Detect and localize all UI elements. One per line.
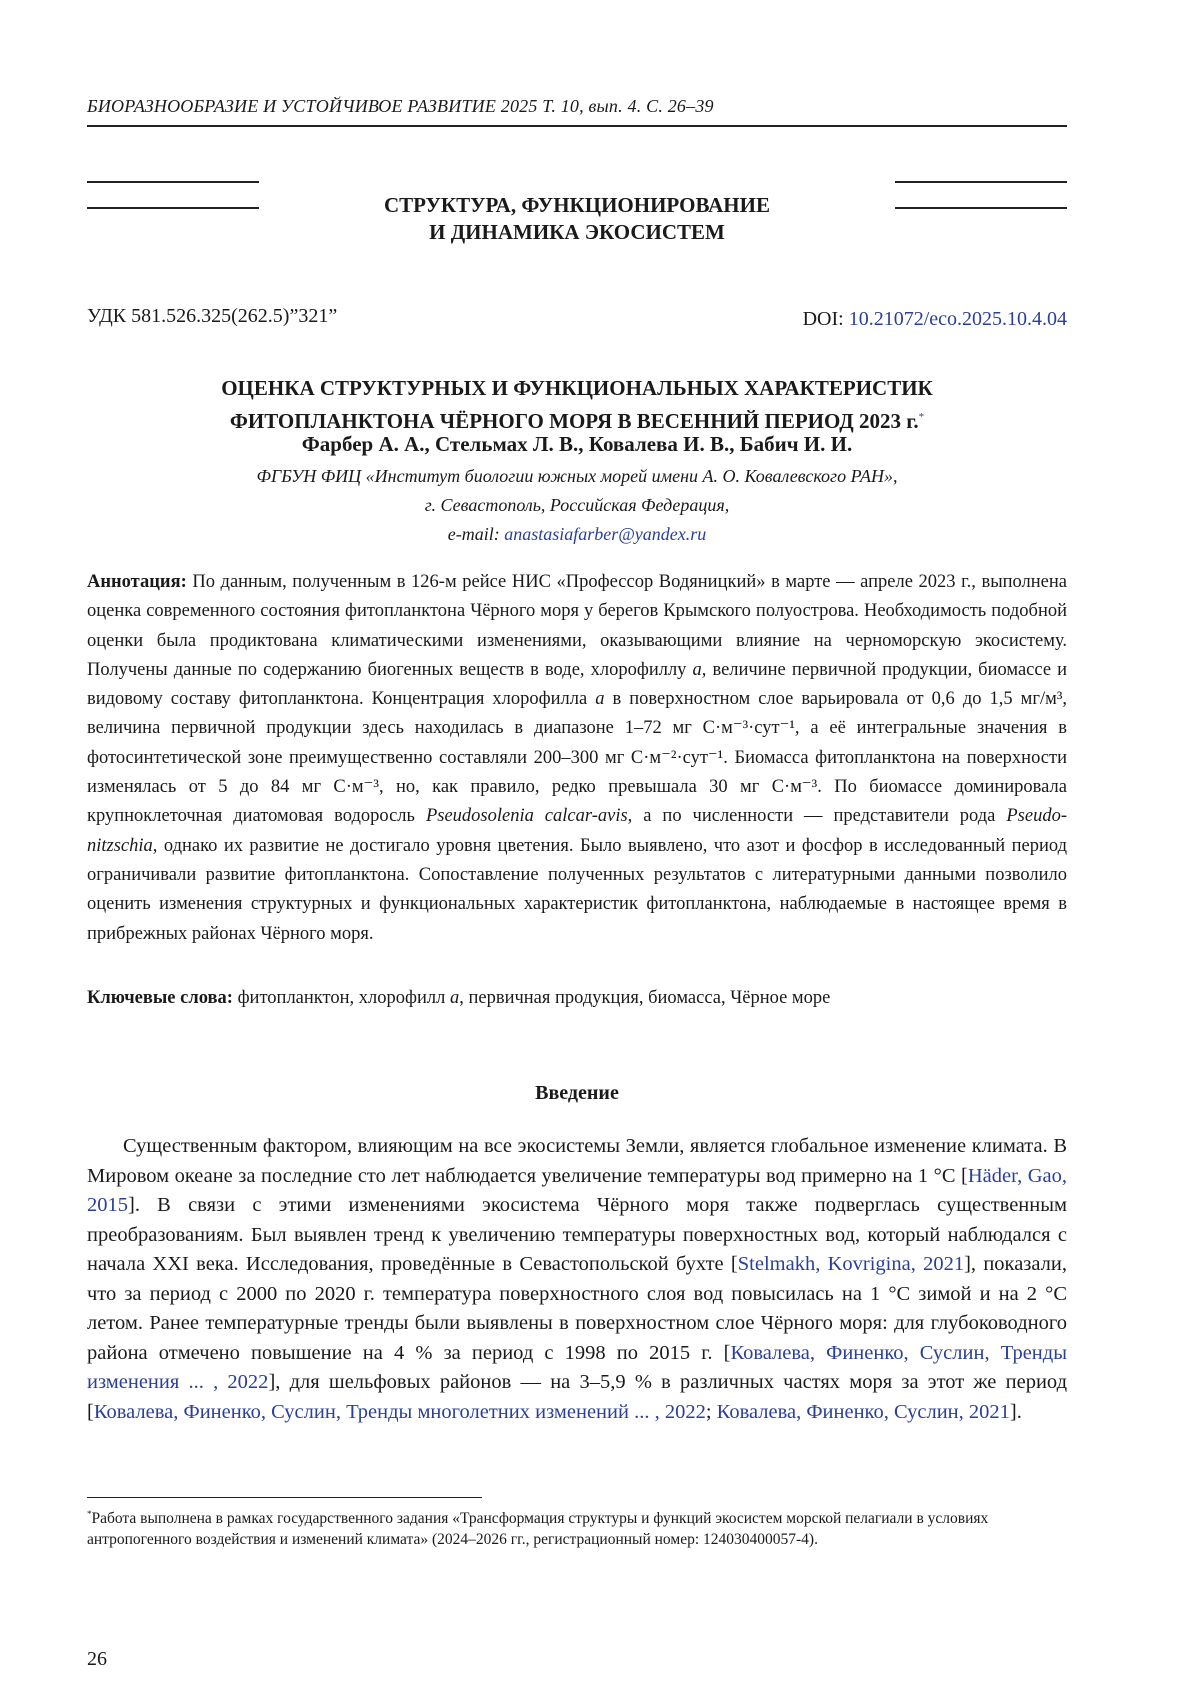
abstract-text: , величине первичной продукции, биомассе и видовому составу фитопланктона. Концентрация хлорофилла (87, 659, 1067, 710)
section-heading-line2: И ДИНАМИКА ЭКОСИСТЕМ (429, 220, 725, 244)
section-heading-line1: СТРУКТУРА, ФУНКЦИОНИРОВАНИЕ (384, 193, 770, 217)
doi-label: DOI: (802, 308, 849, 330)
citation-link[interactable]: Ковалева, Финенко, Суслин, Тренды изменения ... , 2022 (87, 1341, 1067, 1393)
abstract-italic: a (692, 659, 702, 680)
email-label: e-mail: (447, 524, 505, 544)
email-line (87, 524, 1067, 545)
keywords-text: , первичная продукция, биомасса, Чёрное море (459, 988, 831, 1008)
article-title-line1: ОЦЕНКА СТРУКТУРНЫХ И ФУНКЦИОНАЛЬНЫХ ХАРАКТЕРИСТИК (221, 376, 933, 400)
intro-text: ; (705, 1400, 717, 1423)
email-link[interactable]: anastasiafarber@yandex.ru (504, 524, 707, 544)
article-page (87, 0, 1067, 1697)
abstract-text: , однако их развитие не достигало уровня цветения. Было выявлено, что азот и фосфор в исследованный период ограничивали развитие фитопланктона. Сопоставление полученных результатов с литературными данными позволило оценить изменения структурных и функциональных характеристик фитопланктона, наблюдаемые в настоящее время в прибрежных районах Чёрного моря. (87, 835, 1067, 944)
affiliation-line1: ФГБУН ФИЦ «Институт биологии южных морей имени А. О. Ковалевского РАН», (256, 466, 898, 486)
header-rule (87, 125, 1067, 127)
title-footnote-mark[interactable]: * (918, 411, 925, 423)
species-name: Pseudo-nitzschia (87, 806, 1067, 856)
doi-link[interactable]: 10.21072/eco.2025.10.4.04 (848, 308, 1067, 330)
abstract-text: , а по численности — представители рода (627, 806, 1007, 827)
citation-link[interactable]: Ковалева, Финенко, Суслин, 2021 (716, 1400, 1010, 1423)
intro-text: ], показали, что за период с 2000 по 2020 г. температура поверхностного слоя вод повысилась на 1 °С зимой и на 2 °С летом. Ранее температурные тренды были выявлены в поверхностном слое Чёрного моря: для глубоководного района отмечено повышение на 4 % за период с 1998 по 2015 г. [ (87, 1253, 1067, 1364)
intro-text: ], для шельфовых районов — на 3–5,9 % в различных частях моря за этот же период [ (87, 1371, 1067, 1423)
section-rule-left-top (87, 181, 259, 183)
section-rule-left-bottom (87, 207, 259, 209)
affiliation-line2: г. Севастополь, Российская Федерация, (424, 495, 730, 515)
doi (803, 308, 1067, 331)
authors: Фарбер А. А., Стельмах Л. В., Ковалева И. В., Бабич И. И. (301, 432, 853, 456)
species-name: Pseudosolenia calcar-avis (425, 806, 628, 827)
citation-link[interactable]: Stelmakh, Kovrigina, 2021 (737, 1253, 965, 1275)
abstract-text: По данным, полученным в 126-м рейсе НИС «Профессор Водяницкий» в марте — апреле 2023 г., выполнена оценка современного состояния фитопланктона Чёрного моря у берегов Крымского полуострова. Необходимость подобной оценки была продиктована климатическими изменениями, оказывающими влияние на черноморскую экосистему. Получены данные по содержанию биогенных веществ в воде, хлорофиллу (87, 572, 1067, 680)
abstract-label: Аннотация: (87, 572, 187, 592)
footnote (87, 1504, 1067, 1550)
footnote-text: Работа выполнена в рамках государственного задания «Трансформация структуры и функций экосистем морской пелагиали в условиях антропогенного воздействия и изменений климата» (2024–2026 гг., регистрационный номер: 124030400057-4). (87, 1510, 989, 1549)
intro-paragraph (87, 1132, 1067, 1427)
section-rule-right-top (895, 181, 1067, 183)
keywords-label: Ключевые слова: (87, 988, 233, 1008)
section-rule-right-bottom (895, 207, 1067, 209)
article-title (87, 374, 1067, 436)
footnote-rule (87, 1497, 482, 1498)
page-number: 26 (87, 1648, 107, 1670)
keywords (87, 988, 1067, 1009)
citation-link[interactable]: Ковалева, Финенко, Суслин, Тренды многолетних изменений ... , 2022 (93, 1400, 706, 1423)
udc-code: УДК 581.526.325(262.5)”321” (87, 305, 338, 327)
section-heading (287, 192, 867, 246)
article-title-line2: ФИТОПЛАНКТОНА ЧЁРНОГО МОРЯ В ВЕСЕННИЙ ПЕРИОД 2023 г. (229, 409, 919, 433)
abstract (87, 568, 1067, 949)
intro-heading: Введение (535, 1082, 619, 1104)
abstract-italic: a (595, 689, 605, 710)
running-header: БИОРАЗНООБРАЗИЕ И УСТОЙЧИВОЕ РАЗВИТИЕ 2025 Т. 10, вып. 4. С. 26–39 (87, 96, 714, 116)
intro-text: ]. (1009, 1400, 1022, 1423)
keywords-italic: a (449, 988, 460, 1008)
intro-text: ]. В связи с этими изменениями экосистема Чёрного моря также подверглась существенным преобразованиям. Был выявлен тренд к увеличению температуры поверхностных вод, который наблюдался с начала XXI века. Исследования, проведённые в Севастопольской бухте [ (87, 1194, 1067, 1275)
intro-text: Существенным фактором, влияющим на все экосистемы Земли, является глобальное изменение климата. В Мировом океане за последние сто лет наблюдается увеличение температуры вод примерно на 1 °С [ (87, 1135, 1067, 1187)
keywords-text: фитопланктон, хлорофилл (232, 988, 450, 1008)
footnote-mark: * (87, 1509, 92, 1519)
citation-link[interactable]: Häder, Gao, 2015 (87, 1164, 1067, 1216)
abstract-text: в поверхностном слое варьировала от 0,6 до 1,5 мг/м³, величина первичной продукции здесь находилась в диапазоне 1–72 мг С·м⁻³·сут⁻¹, а её интегральные значения в фотосинтетической зоне преимущественно составляли 200–300 мг С·м⁻²·сут⁻¹. Биомасса фитопланктона на поверхности изменялась от 5 до 84 мг С·м⁻³, но, как правило, редко превышала 30 мг С·м⁻³. По биомассе доминировала крупноклеточная диатомовая водоросль (87, 689, 1067, 827)
